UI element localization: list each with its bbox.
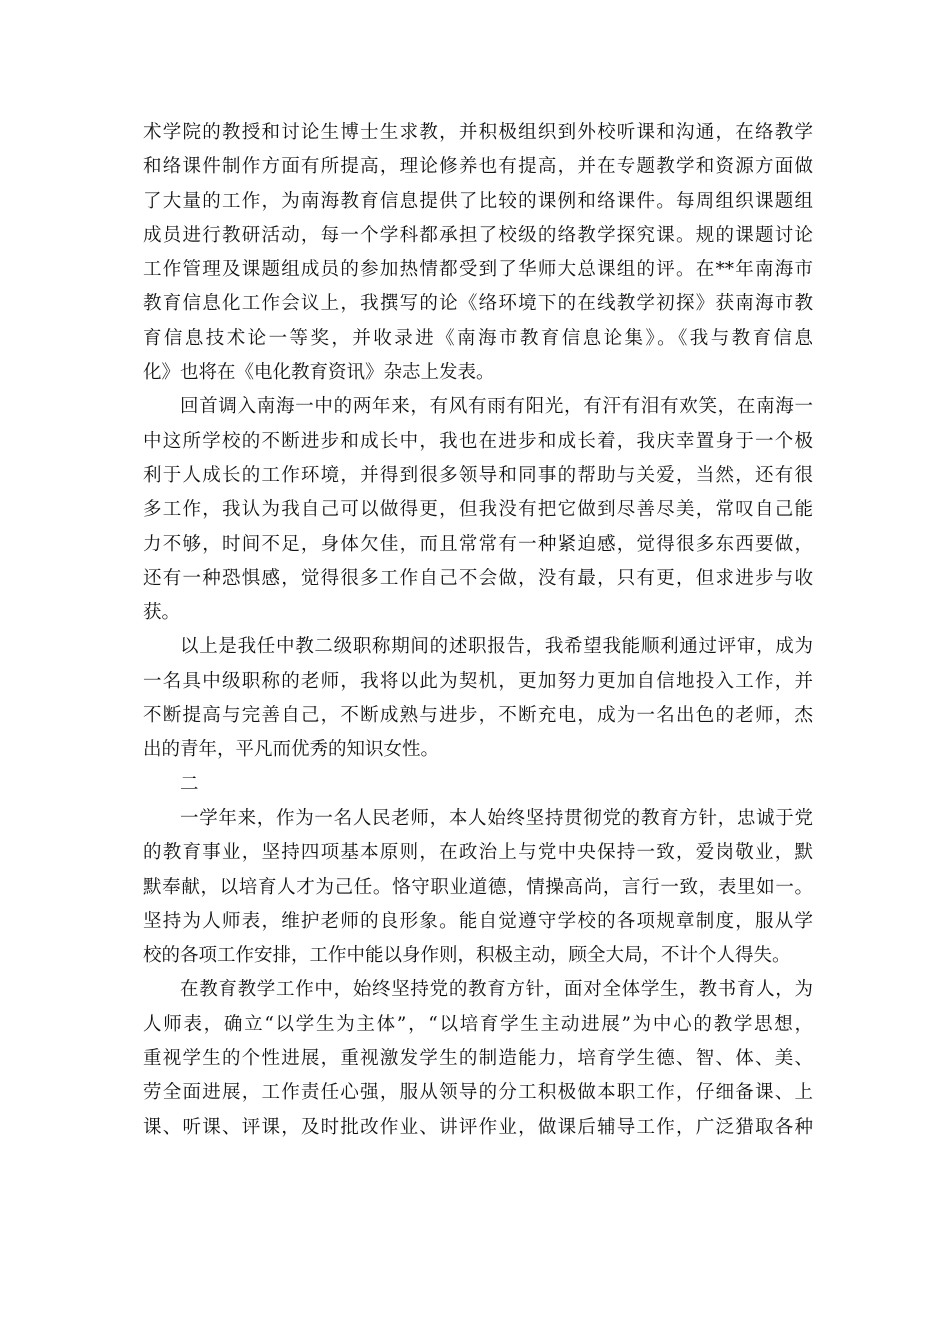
text-line: 出的青年，平凡而优秀的知识女性。	[143, 739, 440, 761]
text-line: 和络课件制作方面有所提高，理论修养也有提高，并在专题教学和资源方面做	[143, 156, 813, 178]
text-line: 获。	[143, 602, 181, 624]
text-line: 利于人成长的工作环境，并得到很多领导和同事的帮助与关爱，当然，还有很	[143, 464, 813, 486]
paragraph	[143, 802, 813, 973]
text-line: 的教育事业，坚持四项基本原则，在政治上与党中央保持一致，爱岗敬业，默	[143, 842, 813, 864]
paragraph	[143, 630, 813, 767]
text-line: 人师表，确立“以学生为主体”，“以培育学生主动进展”为中心的教学思想，	[143, 1013, 813, 1035]
paragraph	[143, 768, 813, 802]
text-line: 中这所学校的不断进步和成长中，我也在进步和成长着，我庆幸置身于一个极	[143, 430, 813, 452]
text-line: 不断提高与完善自己，不断成熟与进步，不断充电，成为一名出色的老师，杰	[143, 705, 813, 727]
text-line: 二	[180, 773, 199, 795]
text-line: 化》也将在《电化教育资讯》杂志上发表。	[143, 362, 495, 384]
text-line: 还有一种恐惧感，觉得很多工作自己不会做，没有最，只有更，但求进步与收	[143, 567, 813, 589]
text-line: 了大量的工作，为南海教育信息提供了比较的课例和络课件。每周组织课题组	[143, 190, 813, 212]
text-line: 以上是我任中教二级职称期间的述职报告，我希望我能顺利通过评审，成为	[180, 636, 813, 658]
text-line: 劳全面进展，工作责任心强，服从领导的分工积极做本职工作，仔细备课、上	[143, 1082, 813, 1104]
text-line: 重视学生的个性进展，重视激发学生的制造能力，培育学生德、智、体、美、	[143, 1048, 813, 1070]
text-line: 校的各项工作安排，工作中能以身作则，积极主动，顾全大局，不计个人得失。	[143, 945, 791, 967]
text-line: 工作管理及课题组成员的参加热情都受到了华师大总课组的评。在**年南海市	[143, 259, 813, 281]
text-line: 默奉献，以培育人才为己任。恪守职业道德，情操高尚，言行一致，表里如一。	[143, 876, 813, 898]
paragraph	[143, 116, 813, 390]
text-line: 成员进行教研活动，每一个学科都承担了校级的络教学探究课。规的课题讨论	[143, 224, 813, 246]
text-line: 课、听课、评课，及时批改作业、讲评作业，做课后辅导工作，广泛猎取各种	[143, 1116, 813, 1138]
text-line: 坚持为人师表，维护老师的良形象。能自觉遵守学校的各项规章制度，服从学	[143, 910, 813, 932]
text-line: 在教育教学工作中，始终坚持党的教育方针，面对全体学生，教书育人，为	[180, 979, 813, 1001]
text-line: 力不够，时间不足，身体欠佳，而且常常有一种紧迫感，觉得很多东西要做，	[143, 533, 813, 555]
paragraph	[143, 390, 813, 630]
text-line: 教育信息化工作会议上，我撰写的论《络环境下的在线教学初探》获南海市教	[143, 293, 813, 315]
text-line: 术学院的教授和讨论生博士生求教，并积极组织到外校听课和沟通，在络教学	[143, 122, 813, 143]
text-line: 多工作，我认为我自己可以做得更，但我没有把它做到尽善尽美，常叹自己能	[143, 499, 813, 521]
text-line: 育信息技术论一等奖，并收录进《南海市教育信息论集》。《我与教育信息	[143, 327, 813, 349]
paragraph	[143, 973, 813, 1144]
text-line: 回首调入南海一中的两年来，有风有雨有阳光，有汗有泪有欢笑，在南海一	[180, 396, 813, 418]
document-body	[143, 116, 813, 1145]
text-line: 一学年来，作为一名人民老师，本人始终坚持贯彻党的教育方针，忠诚于党	[180, 807, 813, 829]
text-line: 一名具中级职称的老师，我将以此为契机，更加努力更加自信地投入工作，并	[143, 670, 813, 692]
